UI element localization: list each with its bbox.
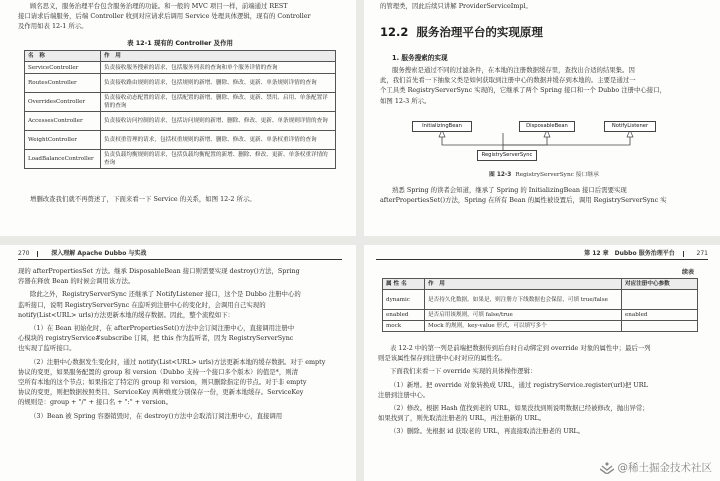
table-row [25,112,336,131]
table-row [383,310,698,321]
table-row [25,93,336,112]
text-line: notify(List<URL> urls)方法更新本地的缓存数据。因此，整个流程如下： [18,310,234,319]
book-title: 深入理解 Apache Dubbo 与实战 [51,250,147,257]
text-line: 协议的变更，如果服务配置的 group 和 version（Dubbo 支持一个接口多个版本）的值是*，则清 [18,367,299,376]
text-line: 空所有本地的这个节点；如果指定了特定的 group 和 version，则只删除指定的节点。对于非 empty [18,378,307,387]
continued-table-label: 续表 [681,269,694,276]
continued-text-line: 的管理类，因此后续只讲解 ProviderServiceImpl。 [380,2,532,10]
text-line: 除此之外，RegistryServerSync 还继承了 NotifyListener 接口，这个是 Dubbo 注册中心的 [30,290,301,299]
text-line: 个工具类 RegistryServerSync 实现的，它继承了两个 Spring 接口和一个 Dubbo 注册中心接口， [380,86,666,95]
watermark [600,460,713,475]
cell-role: 是否持久化数据。如果是，则注册方下线数据也会保留，可填 true/false [425,290,622,310]
text-line: 的规则是：group + "/" + 接口名 + ":" + version。 [18,398,173,407]
horizontal-gutter [0,236,720,245]
cell-role: Mock 的规则，key-value 形式，可以填写多个 [425,321,622,332]
text-line: 接口请求后端服务，后端 Controller 收到对应请求后调用 Service 处理具体逻辑，现有的 Controller [18,12,311,21]
uml-notifylistener-box: NotifyListener [604,121,656,132]
cell-name: OverridesController [25,93,101,112]
cell-role: 负责接收路由规则的请求，包括规则的新增、删除、修改、更新、单条规则详情的查询 [101,74,336,93]
page-header [18,248,146,257]
figure-caption [424,169,664,178]
cell-attribute: enabled [383,310,425,321]
cell-name: ServiceController [25,62,101,74]
text-line: 监听接口，说明 RegistryServerSync 在监听到注册中心的变化时，会调用自己实现的 [18,300,266,309]
text-line: 表 12-2 中的第一列是前端把数据传到后台时自动绑定到 override 对象的属性中；最后一列 [390,344,651,352]
header-rule [376,259,708,260]
cell-role: 负责负载均衡规则的请求，包括负载均衡配置的新增、删除、修改、更新、单条权重详情的查询 [101,150,336,169]
table-row [25,74,336,93]
figure-caption-text: RegistryServerSync 接口继承 [515,172,599,178]
text-line: 顾名思义，服务治理平台包含服务治理的功能。和一般的 MVC 项目一样，前端通过 REST [30,2,288,10]
text-line: （2）注册中心数据发生变化时，通过 notify(List<URL> urls)方法更新本地的缓存数据。对于 empty [30,357,326,366]
page-number: 270 [18,250,30,257]
text-line: 现的 afterPropertiesSet 方法。继承 DisposableBean 接口则需要实现 destroy()方法，Spring [18,267,300,275]
header-rule [18,259,342,260]
text-line: （3）Bean 被 Spring 容器销毁时，在 destroy()方法中会取消订阅注册中心，直接调用 [30,411,283,420]
intro-paragraph [18,1,342,32]
text-line: （1）在 Bean 初始化时，在 afterPropertiesSet()方法中会订阅注册中心，直接调用注册中 [30,324,295,333]
body-text [18,266,342,421]
cell-role: 负责接收访问控制的请求，包括访问规则的新增、删除、修改、更新、单条规则详情的查询 [101,112,336,131]
text-line: 如图 12-3 所示。 [380,96,431,105]
table-row [25,131,336,150]
page-number: 271 [696,250,708,257]
cell-role: 负责接收服务搜索的请求，包括服务列表的查询和单个服务详情的查询 [101,62,336,74]
text-line: 容器在释放 Bean 的时候会调用该方法。 [18,277,135,286]
table-row [383,321,698,332]
table-row [25,150,336,169]
text-line: 及作用如表 12-1 所示。 [18,22,88,31]
cell-attribute: dynamic [383,290,425,310]
page-bottom-right [364,245,720,481]
text-line: 则是该属性保存到注册中心时对应的属性名。 [378,354,506,363]
cell-role: 负责接收动态配置的请求，包括配置的新增、删除、修改、更新、禁用、启用、单条配置详情的查询 [101,93,336,112]
uml-disposablebean-box: DisposableBean [519,121,575,132]
controller-table [24,50,336,169]
text-line: 下面我们来看一下 override 实现的具体操作逻辑： [390,367,537,376]
uml-registryserversync-box: RegistryServerSync [477,150,537,161]
cell-name: WeightController [25,131,101,150]
section-number: 12.2 [380,25,409,39]
cell-name: AccessesController [25,112,101,131]
text-line: 服务搜索是通过不同的过滤条件，在本地的注册数据缓存里，查找出合适的结果集。因 [392,66,635,74]
header-registry-param: 对应注册中心参数 [622,279,698,290]
page-top-right [364,0,720,236]
outro-paragraph: 增删改查我们就不再赘述了，下面来看一下 Service 的关系，如图 12-2 所示。 [30,195,256,203]
text-line: 也实现了监听接口。 [18,344,76,353]
text-line: 协议的变更，则把数据按照类目、ServiceKey 两种维度分别保存一份，更新本地缓存。ServiceKey [18,388,304,397]
table-header-row [383,279,698,290]
cell-registry-param [622,321,698,332]
watermark-text: @稀土掘金技术社区 [617,462,712,474]
chapter-label: 第 12 章 Dubbo 服务治理平台 [584,250,675,257]
uml-initializingbean-box: InitializingBean [412,121,472,132]
cell-role: 是否启用该规则，可填 false/true [425,310,622,321]
cell-registry-param: enabled [622,310,698,321]
text-line: （1）新增。把 override 对象转换成 URL，通过 registryService.register(url)把 URL [390,380,648,389]
cell-attribute: mock [383,321,425,332]
text-line: 如果找到了，则先取消注册老的 URL，再注册新的 URL。 [378,414,546,423]
subsection-heading: 1. 服务搜索的实现 [392,54,448,62]
cell-role: 负责权重管理的请求，包括权重规则的新增、删除、修改、更新、单条权重详情的查询 [101,131,336,150]
text-line: （3）删除。先根据 id 获取老的 URL，再直接取消注册老的 URL。 [390,427,585,436]
header-role: 作 用 [425,279,622,290]
juejin-logo-icon [600,462,614,474]
page-header [584,248,708,257]
cell-registry-param [622,290,698,310]
spring-paragraph [380,185,710,205]
header-separator [37,251,43,257]
page-bottom-left [0,245,356,481]
text-line: 熟悉 Spring 的读者会知道，继承了 Spring 的 InitializingBean 接口后需要实现 [392,186,627,194]
table-row [383,290,698,310]
section-title: 服务治理平台的实现原理 [416,25,543,39]
text-line: 心模块的 registryService#subscribe 订阅，把 this 作为监听者，因为 RegistryServerSync [18,334,294,343]
table-row [25,62,336,74]
cell-name: RoutesController [25,74,101,93]
figure-number: 图 12-3 [489,172,512,178]
override-attribute-table [382,278,698,332]
page-top-left [0,0,356,236]
header-attribute: 属 性 名 [383,279,425,290]
cell-name: LoadBalanceController [25,150,101,169]
body-text [378,343,708,437]
text-line: 此，我们首先看一下抽象父类是如何获取到注册中心的数据并缓存到本地的。主要是通过一 [380,76,636,85]
text-line: afterPropertiesSet()方法，Spring 在所有 Bean 的属性被设置后，调用 RegistryServerSync 实 [380,196,667,205]
table-header-row [25,51,336,62]
text-line: 注册到注册中心。 [378,390,430,399]
text-line: （2）修改。根据 Hash 值找到老的 URL，如果没找到则说明数据已经被修改，抛出异常； [390,404,649,413]
table-caption: 表 12-1 现有的 Controller 及作用 [127,39,233,47]
header-name: 名 称 [25,51,101,62]
header-role: 作 用 [101,51,336,62]
header-separator [683,251,689,257]
